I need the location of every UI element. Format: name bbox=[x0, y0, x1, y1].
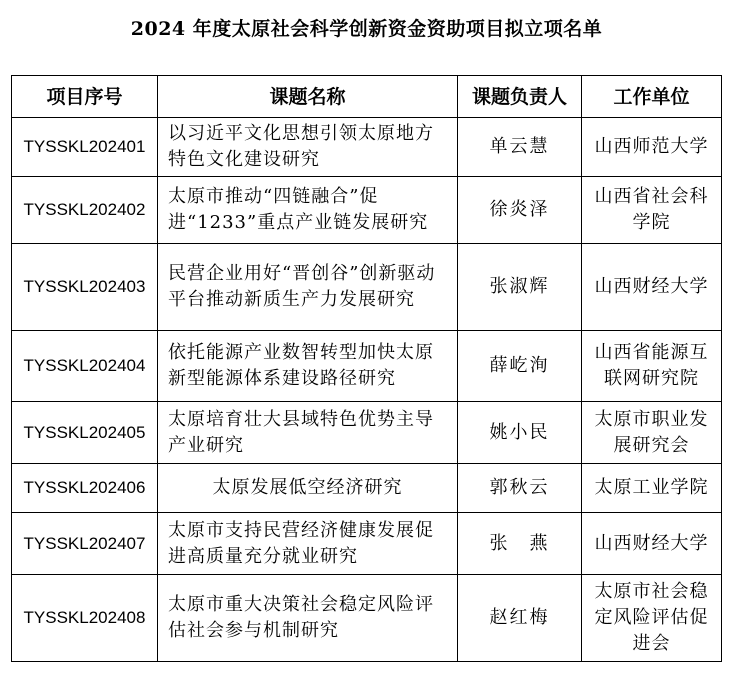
header-unit: 工作单位 bbox=[582, 76, 722, 118]
project-topic: 依托能源产业数智转型加快太原新型能源体系建设路径研究 bbox=[158, 331, 458, 402]
project-code: TYSSKL202403 bbox=[12, 244, 158, 331]
project-topic: 太原发展低空经济研究 bbox=[158, 464, 458, 513]
project-code: TYSSKL202406 bbox=[12, 464, 158, 513]
header-code: 项目序号 bbox=[12, 76, 158, 118]
project-code: TYSSKL202404 bbox=[12, 331, 158, 402]
table-row bbox=[12, 331, 722, 402]
project-topic: 太原市重大决策社会稳定风险评估社会参与机制研究 bbox=[158, 575, 458, 662]
project-leader: 赵红梅 bbox=[458, 575, 582, 662]
project-leader: 张淑辉 bbox=[458, 244, 582, 331]
project-topic: 太原市推动“四链融合”促进“1233”重点产业链发展研究 bbox=[158, 177, 458, 244]
header-topic: 课题名称 bbox=[158, 76, 458, 118]
table-row bbox=[12, 575, 722, 662]
project-unit: 山西省能源互联网研究院 bbox=[582, 331, 722, 402]
project-unit: 山西省社会科学院 bbox=[582, 177, 722, 244]
project-code: TYSSKL202402 bbox=[12, 177, 158, 244]
project-code: TYSSKL202405 bbox=[12, 402, 158, 464]
project-leader: 单云慧 bbox=[458, 118, 582, 177]
table-row bbox=[12, 464, 722, 513]
project-topic: 太原培育壮大县域特色优势主导产业研究 bbox=[158, 402, 458, 464]
project-unit: 山西财经大学 bbox=[582, 513, 722, 575]
project-unit: 太原市社会稳定风险评估促进会 bbox=[582, 575, 722, 662]
project-topic: 以习近平文化思想引领太原地方特色文化建设研究 bbox=[158, 118, 458, 177]
project-topic: 民营企业用好“晋创谷”创新驱动平台推动新质生产力发展研究 bbox=[158, 244, 458, 331]
table-row bbox=[12, 118, 722, 177]
project-topic: 太原市支持民营经济健康发展促进高质量充分就业研究 bbox=[158, 513, 458, 575]
project-unit: 太原市职业发展研究会 bbox=[582, 402, 722, 464]
table-row bbox=[12, 513, 722, 575]
project-table bbox=[11, 75, 722, 662]
project-code: TYSSKL202401 bbox=[12, 118, 158, 177]
table-row bbox=[12, 402, 722, 464]
project-leader: 张 燕 bbox=[458, 513, 582, 575]
header-person: 课题负责人 bbox=[458, 76, 582, 118]
project-unit: 山西师范大学 bbox=[582, 118, 722, 177]
project-unit: 山西财经大学 bbox=[582, 244, 722, 331]
project-leader: 姚小民 bbox=[458, 402, 582, 464]
project-code: TYSSKL202408 bbox=[12, 575, 158, 662]
project-leader: 郭秋云 bbox=[458, 464, 582, 513]
project-leader: 薛屹洵 bbox=[458, 331, 582, 402]
project-code: TYSSKL202407 bbox=[12, 513, 158, 575]
table-row bbox=[12, 177, 722, 244]
project-unit: 太原工业学院 bbox=[582, 464, 722, 513]
project-leader: 徐炎泽 bbox=[458, 177, 582, 244]
table-header-row bbox=[12, 76, 722, 118]
table-row bbox=[12, 244, 722, 331]
page-title: 2024 年度太原社会科学创新资金资助项目拟立项名单 bbox=[130, 18, 603, 40]
